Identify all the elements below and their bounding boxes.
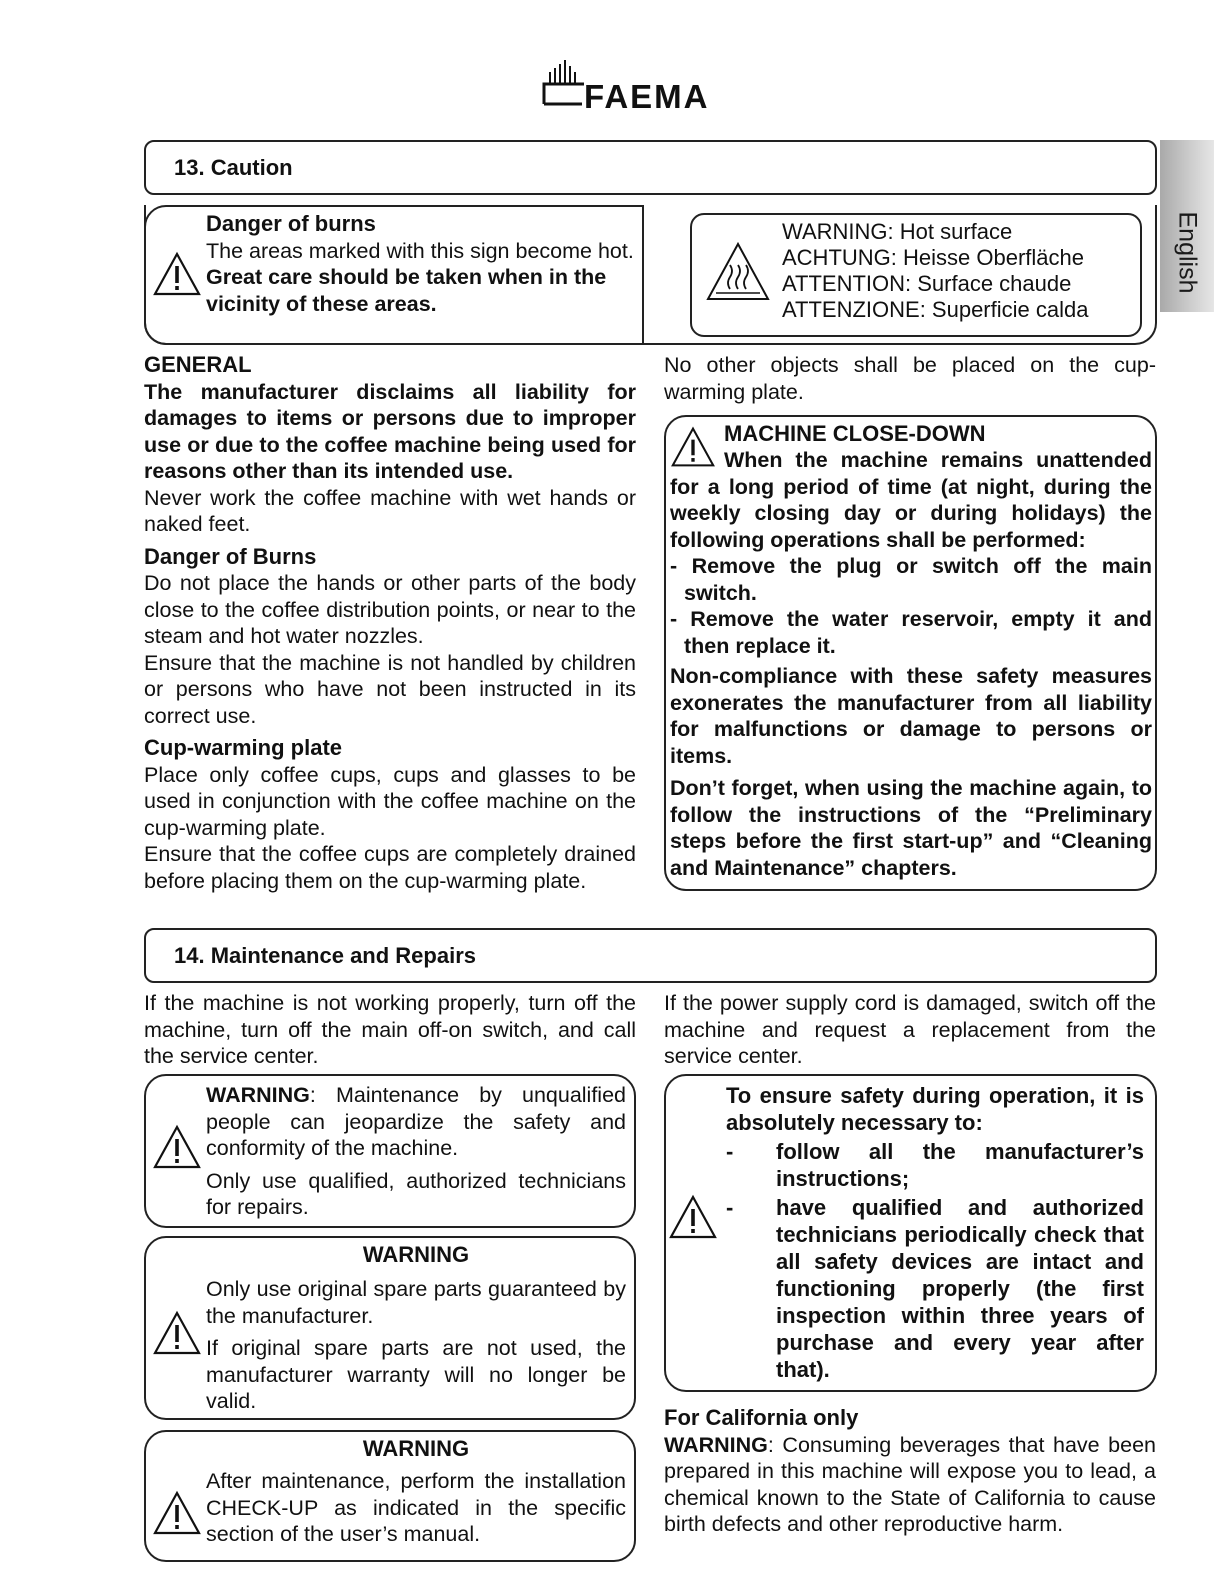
burns-text: Ensure that the machine is not handled by children or persons who have not been instructed in its correct use.: [144, 650, 636, 728]
hot-surface-box: [690, 213, 1142, 337]
spare-parts-warning-box: [144, 1236, 636, 1420]
close-down-item: - Remove the plug or switch off the main switch.: [670, 554, 1152, 605]
hot-surface-line: ACHTUNG: Heisse Oberfläche: [782, 245, 1084, 270]
logo-wordmark: FAEMA: [584, 78, 710, 115]
warning-title: WARNING: [362, 1242, 470, 1267]
cup-warming-text: Place only coffee cups, cups and glasses to be used in conjunction with the coffee machine on the cup-warming plate.: [144, 762, 636, 840]
burns-box-heading: Danger of burns: [206, 211, 376, 236]
california-heading: For California only: [664, 1405, 859, 1430]
faema-logo: [540, 58, 770, 115]
warning-triangle-icon: [152, 1490, 202, 1536]
hot-surface-line: ATTENTION: Surface chaude: [782, 271, 1072, 296]
safety-item-text: have qualified and authorized technicians periodically check that all safety devices are intact and functioning properly (the first inspection within three years of purchase and every year after that).: [776, 1195, 1144, 1382]
warning-text: After maintenance, perform the installation CHECK-UP as indicated in the specific section of the user’s manual.: [206, 1469, 626, 1546]
close-down-item: - Remove the water reservoir, empty it and then replace it.: [670, 607, 1152, 658]
safety-requirements-box: [664, 1074, 1157, 1392]
warning-text: Only use qualified, authorized technicians for repairs.: [206, 1168, 626, 1219]
burns-text: Do not place the hands or other parts of the body close to the coffee distribution points, or near to the steam and hot water nozzles.: [144, 571, 636, 648]
burns-heading: Danger of Burns: [144, 543, 317, 569]
warning-triangle-icon: [152, 1310, 202, 1356]
safety-item-text: follow all the manufacturer’s instructions;: [776, 1139, 1144, 1191]
california-note: [664, 1405, 1156, 1538]
unqualified-warning-box: [144, 1074, 636, 1228]
warning-text: Only use original spare parts guaranteed by the manufacturer.: [206, 1277, 626, 1328]
cord-intro-text: If the power supply cord is damaged, switch off the machine and request a replacement from the service center.: [664, 991, 1156, 1068]
burns-box-bold: Great care should be taken when in the vicinity of these areas.: [206, 265, 607, 316]
general-text: Never work the coffee machine with wet hands or naked feet.: [144, 485, 636, 536]
language-tab[interactable]: [1160, 140, 1214, 312]
checkup-warning-box: [144, 1430, 636, 1562]
warning-triangle-icon: [152, 251, 202, 297]
warning-text: : Maintenance by unqualified people can jeopardize the safety and conformity of the machine.: [206, 1083, 626, 1160]
section-13-title: 13. Caution: [174, 154, 293, 180]
california-warning-label: WARNING: [664, 1432, 768, 1457]
repair-intro-text: If the machine is not working properly, turn off the machine, turn off the main off-on switch, and call the service center.: [144, 991, 636, 1068]
california-text: : Consuming beverages that have been prepared in this machine will expose you to lead, a chemical known to the State of California to cause birth defects and other reproductive harm.: [664, 1432, 1156, 1536]
cup-plate-note: [664, 352, 1156, 405]
close-down-intro: When the machine remains unattended for a long period of time (at night, during the weekly closing day or during holidays) the following operations shall be performed:: [670, 448, 1152, 552]
section-13-header: [144, 140, 1157, 195]
burns-warning-box: [144, 205, 644, 345]
hot-surface-icon: [704, 241, 772, 303]
burns-box-line: The areas marked with this sign become hot.: [206, 238, 634, 263]
warning-title: WARNING: [362, 1436, 470, 1461]
crown-logo-icon: [540, 58, 586, 108]
general-heading: GENERAL: [144, 352, 252, 377]
general-column: [144, 352, 636, 894]
bullet: -: [726, 1139, 734, 1164]
section-14-header: [144, 928, 1157, 983]
warning-triangle-icon: [668, 1194, 718, 1240]
repair-intro: [144, 990, 636, 1070]
safety-item: [726, 1194, 1144, 1383]
close-down-heading: MACHINE CLOSE-DOWN: [724, 421, 986, 446]
hot-surface-line: ATTENZIONE: Superficie calda: [782, 297, 1089, 322]
cup-plate-text: No other objects shall be placed on the cup-warming plate.: [664, 353, 1156, 404]
warning-triangle-icon: [152, 1124, 202, 1170]
close-down-liability: Non-compliance with these safety measures exonerates the manufacturer from all liability for malfunctions or damage to persons or items.: [670, 664, 1152, 768]
warning-label: WARNING: [206, 1083, 310, 1107]
safety-item: [726, 1138, 1144, 1192]
language-tab-label: English: [1173, 211, 1202, 294]
hot-surface-line: WARNING: Hot surface: [782, 219, 1013, 244]
bullet: -: [726, 1195, 734, 1220]
general-bold-text: The manufacturer disclaims all liability for damages to items or persons due to improper use or due to the coffee machine being used for reasons other than its intended use.: [144, 379, 636, 483]
cup-warming-heading: Cup-warming plate: [144, 735, 343, 760]
close-down-reminder: Don’t forget, when using the machine again, to follow the instructions of the “Preliminary steps before the first start-up” and “Cleaning and Maintenance” chapters.: [670, 776, 1152, 880]
section-14-title: 14. Maintenance and Repairs: [174, 942, 476, 968]
safety-intro: To ensure safety during operation, it is absolutely necessary to:: [726, 1083, 1144, 1135]
warning-text: If original spare parts are not used, the manufacturer warranty will no longer be valid.: [206, 1336, 626, 1413]
cup-warming-text: Ensure that the coffee cups are completely drained before placing them on the cup-warming plate.: [144, 842, 636, 893]
close-down-box: [664, 415, 1157, 891]
cord-intro: [664, 990, 1156, 1070]
